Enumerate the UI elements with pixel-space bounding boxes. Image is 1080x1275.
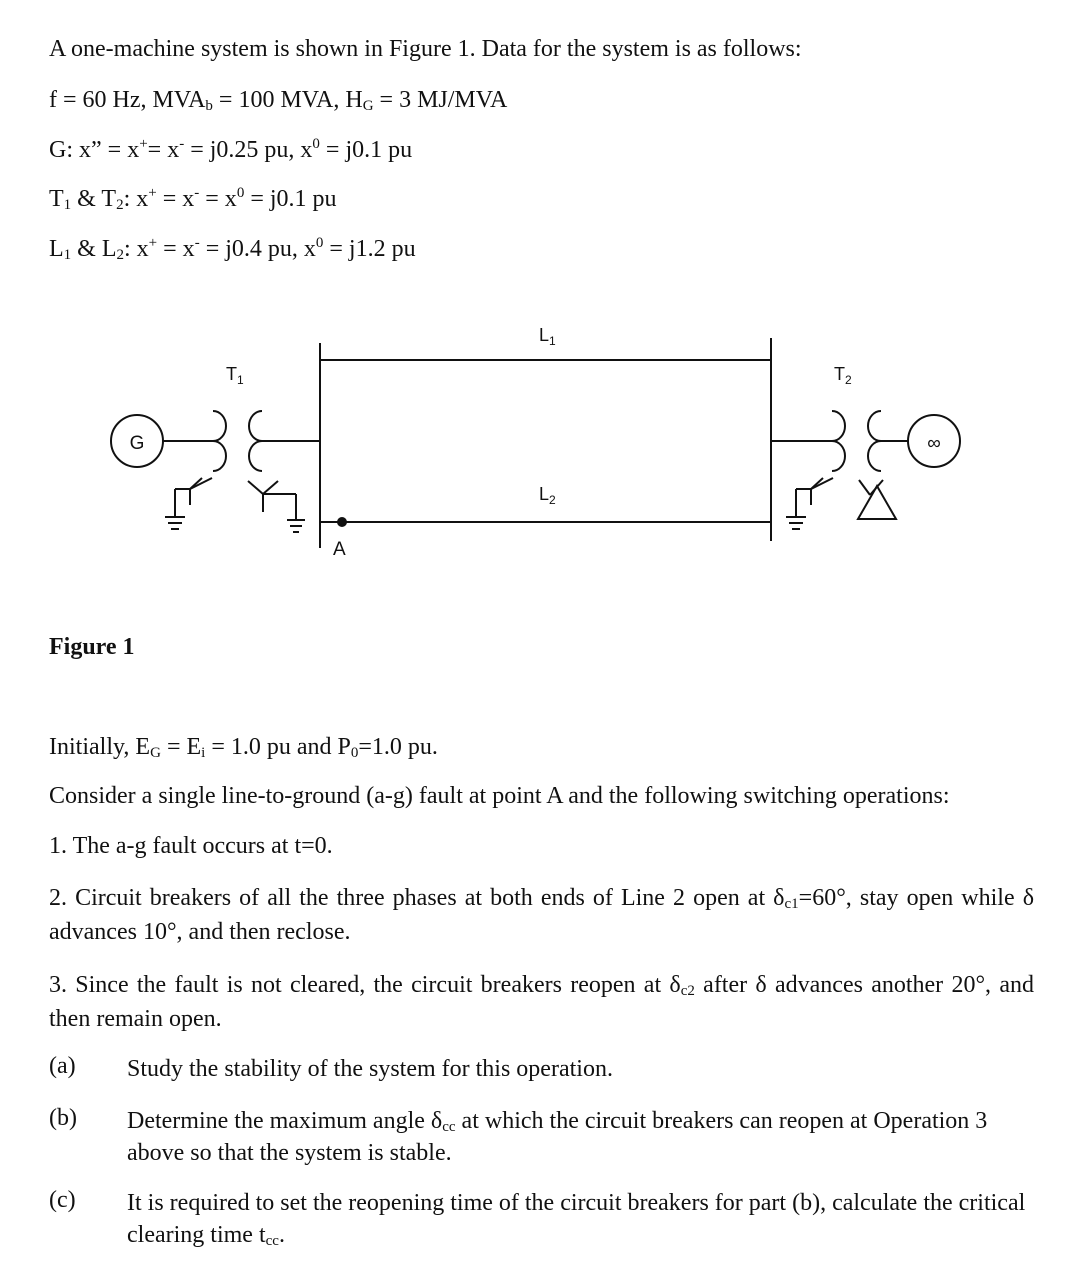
consider-text: Consider a single line-to-ground (a-g) fault at point A and the following switching operations:	[49, 783, 950, 809]
t2-label: $T_2$	[834, 364, 852, 387]
figure-caption: Figure 1	[49, 634, 135, 660]
part-a-label: (a)	[49, 1053, 76, 1079]
fault-point-dot	[338, 518, 346, 526]
t1-wye-grounded-right	[248, 481, 305, 532]
part-b-text: Determine the maximum angle $\delta_{cc}$ at which the circuit breakers can reopen at Operation 3 above so that the system is stable.	[127, 1108, 988, 1166]
generator-label: G	[129, 433, 145, 454]
part-b-label: (b)	[49, 1105, 77, 1131]
t1-wye-grounded-left	[165, 478, 212, 529]
initial-conditions: Initially, $E_G = E_i = 1.0$ pu and $P_0=1.0$ pu.	[49, 734, 438, 761]
part-c-text: It is required to set the reopening time of the circuit breakers for part (b), calculate the critical clearing time $t_{cc}$.	[127, 1190, 1026, 1249]
fault-point-label: A	[333, 539, 346, 560]
one-line-diagram	[0, 0, 1080, 600]
t2-windings	[832, 411, 881, 471]
line-data-line: $L_1$ & $L_2$: x+ = x- = j0.4 pu, $x^0 = j1.2$ pu	[49, 235, 416, 263]
t1-windings	[213, 411, 262, 471]
operation-3: 3. Since the fault is not cleared, the circuit breakers reopen at $\delta_{c2}$ after δ advances another 20°, and then remain open.	[49, 972, 1034, 1032]
part-c-label: (c)	[49, 1187, 76, 1213]
t2-delta	[858, 480, 896, 519]
infinite-bus-label: ∞	[927, 433, 941, 454]
operation-2: 2. Circuit breakers of all the three phases at both ends of Line 2 open at $\delta_{c1}=60^\circ$, stay open while δ advances 10°, and then reclose.	[49, 885, 1034, 945]
t2-wye-grounded	[786, 478, 833, 529]
intro-text: A one-machine system is shown in Figure 1. Data for the system is as follows:	[49, 36, 802, 62]
transformer-data-line: $T_1$ & $T_2$: $x^+ = x^- = x^0 = j0.1$ pu	[49, 185, 337, 213]
l2-label: $L_2$	[539, 484, 556, 507]
t1-label: $T_1$	[226, 364, 244, 387]
generator-data-line: G: x” = x+= x- = j0.25 pu, $x^0 = j0.1$ pu	[49, 136, 413, 163]
operation-1: 1. The a-g fault occurs at t=0.	[49, 833, 333, 859]
l1-label: $L_1$	[539, 325, 556, 348]
system-data-line: f = 60 Hz, $MVA_b = 100$ MVA, $H_G = 3$ MJ/MVA	[49, 87, 508, 114]
part-a-text: Study the stability of the system for this operation.	[127, 1056, 613, 1082]
